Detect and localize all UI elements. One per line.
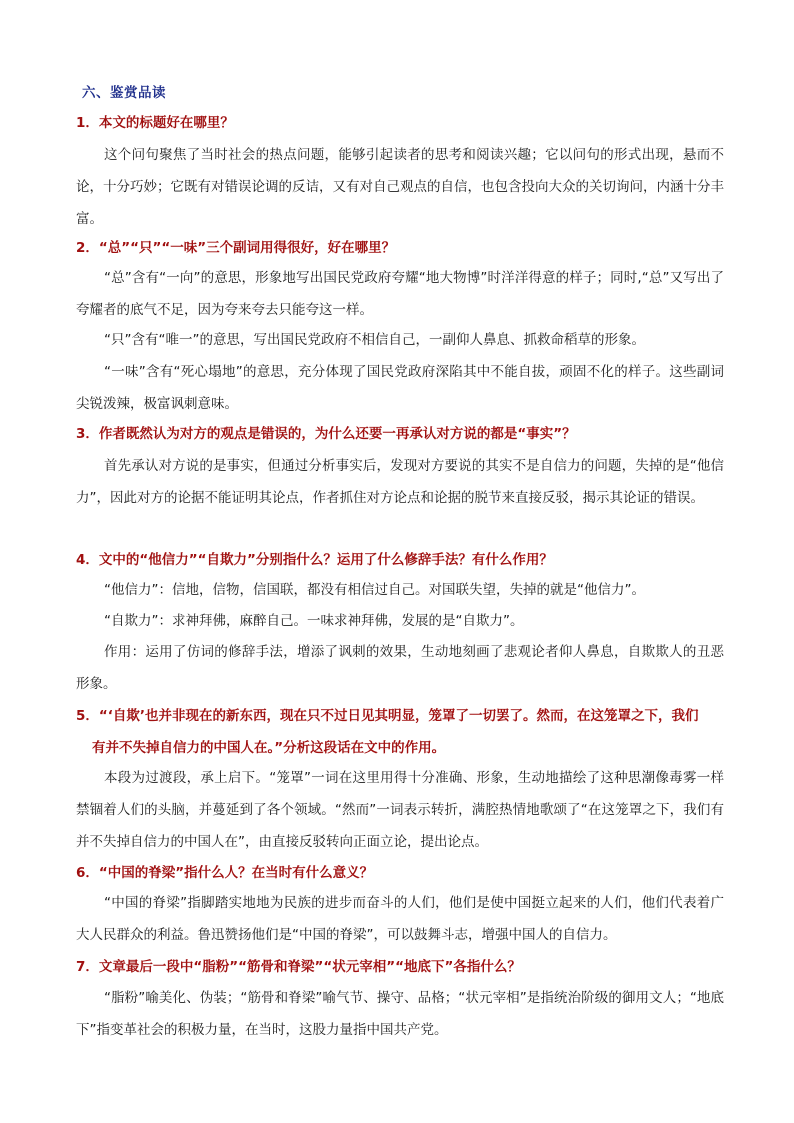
- section-title: 六、鉴赏品读: [82, 85, 166, 101]
- question-2: 2．“总”“只”“一味”三个副词用得很好，好在哪里？: [76, 240, 396, 256]
- question-5: 5．“‘自欺’也并非现在的新东西，现在只不过日见其明显，笼罩了一切罢了。然而，在这笼罩之下，我们: [76, 708, 699, 724]
- question-6: 6．“中国的脊梁”指什么人？在当时有什么意义？: [76, 865, 374, 881]
- answer-6-1: “中国的脊梁”指脚踏实地地为民族的进步而奋斗的人们，他们是使中国挺立起来的人们，他们代表着广大人民群众的利益。鲁迅赞扬他们是“中国的脊梁”，可以鼓舞斗志，增强中国人的自信力。: [76, 895, 724, 943]
- answer-2-2: “只”含有“唯一”的意思，写出国民党政府不相信自己，一副仰人鼻息、抓救命稻草的形象。: [104, 332, 645, 348]
- answer-2-1: “总”含有“一向”的意思，形象地写出国民党政府夸耀“地大物博”时洋洋得意的样子；同时,“总”又写出了夸耀者的底气不足，因为夸来夸去只能夸这一样。: [76, 270, 724, 318]
- answer-7-1: “脂粉”喻美化、伪装；“筋骨和脊梁”喻气节、操守、品格；“状元宰相”是指统治阶级的御用文人；“地底下”指变革社会的积极力量，在当时，这股力量指中国共产党。: [76, 990, 724, 1038]
- question-1: 1．本文的标题好在哪里？: [76, 115, 234, 131]
- answer-5-1: 本段为过渡段，承上启下。“笼罩”一词在这里用得十分准确、形象，生动地描绘了这种思潮像毒雾一样禁锢着人们的头脑，并蔓延到了各个领域。“然而”一词表示转折，满腔热情地歌颂了“在这笼罩之下，我们有并不失掉自信力的中国人在”，由直接反驳转向正面立论，提出论点。: [76, 770, 724, 850]
- question-5-continued: 有并不失掉自信力的中国人在。”分析这段话在文中的作用。: [92, 740, 446, 756]
- question-3: 3．作者既然认为对方的观点是错误的，为什么还要一再承认对方说的都是“事实”？: [76, 426, 576, 442]
- question-4: 4．文中的“他信力”“自欺力”分别指什么？运用了什么修辞手法？有什么作用？: [76, 552, 553, 568]
- answer-4-3: 作用：运用了仿词的修辞手法，增添了讽刺的效果，生动地刻画了悲观论者仰人鼻息，自欺欺人的丑恶形象。: [76, 644, 724, 692]
- answer-4-1: “他信力”：信地，信物，信国联，都没有相信过自己。对国联失望，失掉的就是“他信力”。: [104, 582, 645, 598]
- answer-1-1: 这个问句聚焦了当时社会的热点问题，能够引起读者的思考和阅读兴趣；它以问句的形式出现，悬而不论，十分巧妙；它既有对错误论调的反诘，又有对自己观点的自信，也包含投向大众的关切询问，内涵十分丰富。: [76, 147, 724, 227]
- answer-2-3: “一味”含有“死心塌地”的意思，充分体现了国民党政府深陷其中不能自拔，顽固不化的样子。这些副词尖锐泼辣，极富讽刺意味。: [76, 364, 724, 412]
- answer-4-2: “自欺力”：求神拜佛，麻醉自己。一味求神拜佛，发展的是“自欺力”。: [104, 613, 524, 629]
- question-7: 7．文章最后一段中“脂粉”“筋骨和脊梁”“状元宰相”“地底下”各指什么？: [76, 959, 521, 975]
- answer-3-1: 首先承认对方说的是事实，但通过分析事实后，发现对方要说的其实不是自信力的问题，失掉的是“他信力”，因此对方的论据不能证明其论点，作者抓住对方论点和论据的脱节来直接反驳，揭示其论证的错误。: [76, 458, 724, 506]
